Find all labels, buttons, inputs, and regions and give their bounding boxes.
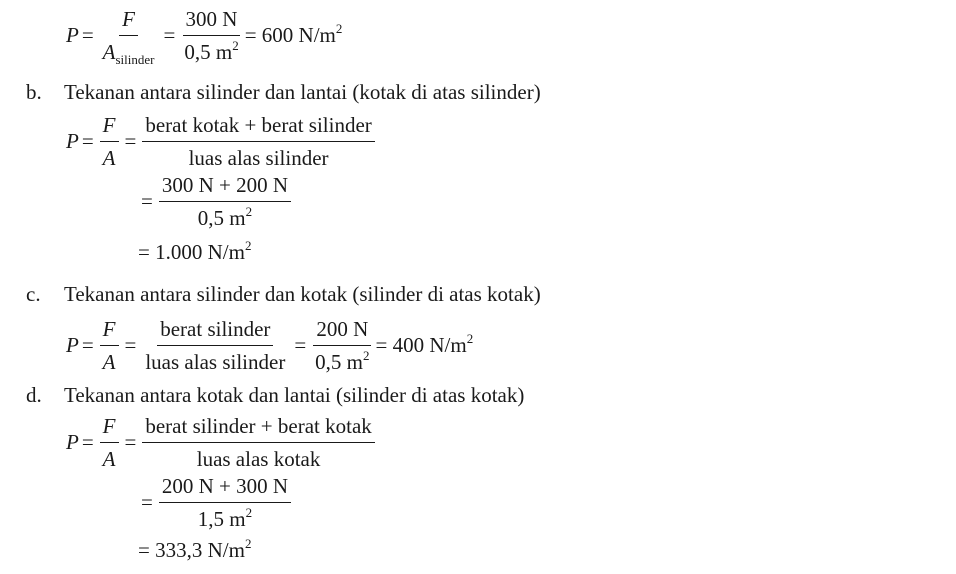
numerator-values: 200 N (313, 316, 371, 346)
denominator-value (181, 36, 241, 65)
equation-b-line1 (66, 112, 378, 171)
result-value (376, 333, 474, 358)
equation-b-line2 (138, 172, 294, 231)
equals-sign: = (124, 333, 137, 357)
result-exponent: 2 (244, 536, 252, 551)
force-symbol: F (100, 413, 119, 443)
numerator-words: berat kotak + berat silinder (142, 112, 374, 142)
force-symbol: F (119, 6, 138, 36)
equals-sign: = (163, 23, 176, 47)
fraction-words (142, 413, 374, 472)
fraction-force-area (100, 6, 158, 65)
numerator-values: 200 N + 300 N (159, 473, 291, 503)
exponent: 2 (245, 505, 253, 520)
denominator-values (312, 346, 372, 375)
result-text: = 600 N/m (244, 23, 336, 47)
fraction-values (312, 316, 372, 375)
denominator-values (195, 503, 255, 532)
equation-a (66, 6, 342, 65)
equation-d-line1 (66, 413, 378, 472)
equation-b-result (138, 240, 251, 265)
heading-b (26, 80, 541, 105)
denominator-text: 0,5 m (315, 350, 363, 374)
area-symbol: A (102, 350, 116, 374)
pressure-symbol: P (66, 129, 79, 153)
heading-text-c: Tekanan antara silinder dan kotak (silinder di atas kotak) (64, 282, 541, 306)
fraction-values (181, 6, 241, 65)
item-label-c: c. (26, 282, 41, 306)
exponent: 2 (245, 204, 253, 219)
equals-sign: = (124, 129, 137, 153)
fraction-force-area (100, 112, 119, 171)
denominator-words: luas alas kotak (196, 447, 321, 471)
numerator-words: berat silinder + berat kotak (142, 413, 374, 443)
denominator-words: luas alas silinder (145, 350, 286, 374)
area-symbol: A (102, 447, 116, 471)
area-symbol: A (102, 146, 116, 170)
numerator-value: 300 N (183, 6, 241, 36)
equals-sign: = (124, 430, 137, 454)
exponent: 2 (232, 38, 239, 53)
fraction-force-area (100, 413, 119, 472)
equals-sign: = (141, 189, 153, 213)
force-symbol: F (100, 112, 119, 142)
result-value (245, 23, 343, 48)
denominator-text: 0,5 m (197, 206, 246, 230)
equals-sign: = (141, 490, 153, 514)
fraction-words (142, 316, 288, 375)
equals-sign: = (294, 333, 307, 357)
equation-c (66, 316, 473, 375)
denominator-words: luas alas silinder (188, 146, 329, 170)
fraction-values (159, 172, 291, 231)
equals-sign: = (81, 23, 94, 47)
numerator-words: berat silinder (157, 316, 273, 346)
area-cylinder (100, 36, 158, 65)
result-text: = 333,3 N/m (138, 538, 245, 562)
equals-sign: = (81, 430, 94, 454)
equation-d-result (138, 538, 251, 563)
area-subscript: silinder (115, 52, 155, 67)
fraction-words (142, 112, 374, 171)
equals-sign: = (81, 333, 94, 357)
fraction-force-area (100, 316, 119, 375)
result-exponent: 2 (335, 21, 343, 36)
result-exponent: 2 (466, 331, 474, 346)
denominator-values (195, 202, 255, 231)
equals-sign: = (81, 129, 94, 153)
item-label-d: d. (26, 383, 42, 407)
area-symbol: A (102, 40, 116, 64)
pressure-symbol: P (66, 23, 79, 47)
heading-text-b: Tekanan antara silinder dan lantai (kotak di atas silinder) (64, 80, 541, 104)
result-value (138, 240, 251, 265)
heading-c (26, 282, 541, 307)
pressure-symbol: P (66, 430, 79, 454)
item-label-b: b. (26, 80, 42, 104)
fraction-values (159, 473, 291, 532)
exponent: 2 (363, 348, 370, 363)
force-symbol: F (100, 316, 119, 346)
numerator-values: 300 N + 200 N (159, 172, 291, 202)
heading-text-d: Tekanan antara kotak dan lantai (silinder di atas kotak) (64, 383, 525, 407)
result-text: = 1.000 N/m (138, 240, 245, 264)
denominator-text: 0,5 m (184, 40, 233, 64)
heading-d (26, 383, 524, 408)
result-text: = 400 N/m (375, 333, 467, 357)
equation-d-line2 (138, 473, 294, 532)
result-value (138, 538, 251, 563)
pressure-symbol: P (66, 333, 79, 357)
denominator-text: 1,5 m (197, 507, 246, 531)
result-exponent: 2 (244, 238, 252, 253)
